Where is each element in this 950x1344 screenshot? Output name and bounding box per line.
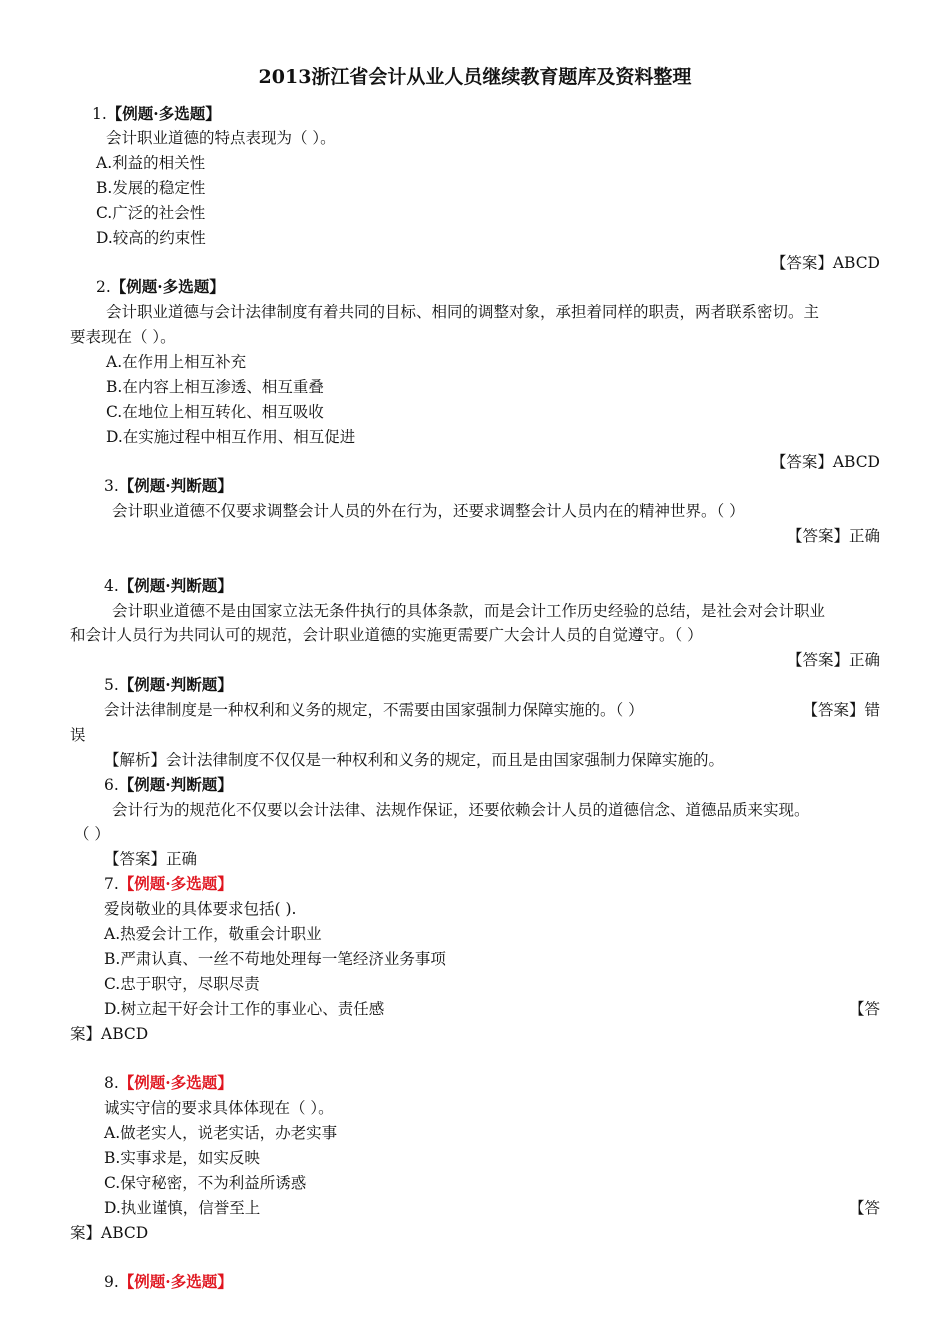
question-7-option-c: C.忠于职守，尽职尽责 — [104, 975, 260, 993]
question-9-header — [104, 1271, 233, 1293]
question-number: 4. — [104, 577, 119, 595]
question-type-tag: 【例题·多选题】 — [118, 1073, 233, 1092]
question-2-stem-line-1: 会计职业道德与会计法律制度有着共同的目标、相同的调整对象，承担着同样的职责，两者联系密切。主 — [106, 303, 820, 321]
question-3-stem: 会计职业道德不仅要求调整会计人员的外在行为，还要求调整会计人员内在的精神世界。（ ） — [112, 502, 745, 520]
question-1-stem: 会计职业道德的特点表现为（ ）。 — [106, 129, 336, 147]
question-number: 3. — [104, 477, 119, 495]
question-7-option-a: A.热爱会计工作，敬重会计职业 — [104, 925, 322, 943]
question-5-header — [104, 674, 233, 696]
question-type-tag: 【例题·判断题】 — [118, 675, 233, 694]
question-1-option-b: B.发展的稳定性 — [96, 179, 206, 197]
question-3-header — [104, 475, 233, 497]
question-7-stem: 爱岗敬业的具体要求包括( ). — [104, 900, 297, 918]
question-5-stem: 会计法律制度是一种权利和义务的规定，不需要由国家强制力保障实施的。（ ） — [104, 701, 644, 719]
question-7-option-b: B.严肃认真、一丝不苟地处理每一笔经济业务事项 — [104, 950, 446, 968]
question-4-header — [104, 575, 233, 597]
question-4-stem-line-2: 和会计人员行为共同认可的规范，会计职业道德的实施更需要广大会计人员的自觉遵守。（ ） — [70, 626, 703, 644]
question-6-answer: 【答案】正确 — [104, 850, 198, 868]
question-number: 7. — [104, 875, 119, 893]
question-type-tag: 【例题·多选题】 — [118, 1272, 233, 1291]
question-8-answer: 【答 — [848, 1199, 880, 1217]
question-2-stem-line-2: 要表现在（ ）。 — [70, 328, 176, 346]
question-type-tag: 【例题·多选题】 — [118, 874, 233, 893]
question-2-answer: 【答案】ABCD — [770, 453, 880, 471]
question-6-stem-line-1: 会计行为的规范化不仅要以会计法律、法规作保证，还要依赖会计人员的道德信念、道德品质来实现。 — [112, 801, 810, 819]
question-1-option-d: D.较高的约束性 — [96, 229, 206, 247]
question-8-answer-wrap: 案】ABCD — [70, 1224, 149, 1242]
question-4-answer: 【答案】正确 — [786, 651, 880, 669]
question-type-tag: 【例题·多选题】 — [110, 277, 225, 296]
question-1-header — [92, 103, 221, 125]
question-5-analysis: 【解析】会计法律制度不仅仅是一种权利和义务的规定，而且是由国家强制力保障实施的。 — [104, 751, 725, 769]
question-1-option-a: A.利益的相关性 — [96, 154, 206, 172]
question-7-answer: 【答 — [848, 1000, 880, 1018]
question-type-tag: 【例题·判断题】 — [118, 476, 233, 495]
question-6-stem-line-2: （ ） — [74, 825, 110, 843]
question-6-header — [104, 774, 233, 796]
question-8-option-c: C.保守秘密，不为利益所诱惑 — [104, 1174, 307, 1192]
question-4-stem-line-1: 会计职业道德不是由国家立法无条件执行的具体条款，而是会计工作历史经验的总结，是社会对会计职业 — [112, 602, 826, 620]
question-3-answer: 【答案】正确 — [786, 527, 880, 545]
question-5-answer: 【答案】错 — [802, 701, 880, 719]
question-7-header — [104, 873, 233, 895]
question-2-option-a: A.在作用上相互补充 — [106, 353, 247, 371]
question-number: 9. — [104, 1273, 119, 1291]
page-title: 2013浙江省会计从业人员继续教育题库及资料整理 — [258, 66, 692, 88]
question-8-option-d: D.执业谨慎，信誉至上 — [104, 1199, 261, 1217]
question-type-tag: 【例题·判断题】 — [118, 775, 233, 794]
question-number: 6. — [104, 776, 119, 794]
question-number: 8. — [104, 1074, 119, 1092]
question-type-tag: 【例题·判断题】 — [118, 576, 233, 595]
question-5-answer-wrap: 误 — [70, 726, 86, 744]
question-2-header — [96, 276, 225, 298]
question-7-answer-wrap: 案】ABCD — [70, 1025, 149, 1043]
question-number: 2. — [96, 278, 111, 296]
question-8-option-a: A.做老实人，说老实话，办老实事 — [104, 1124, 338, 1142]
question-8-stem: 诚实守信的要求具体体现在（ ）。 — [104, 1099, 334, 1117]
question-type-tag: 【例题·多选题】 — [106, 104, 221, 123]
question-8-header — [104, 1072, 233, 1094]
question-2-option-c: C.在地位上相互转化、相互吸收 — [106, 403, 324, 421]
question-1-option-c: C.广泛的社会性 — [96, 204, 206, 222]
question-number: 1. — [92, 105, 107, 123]
question-7-option-d: D.树立起干好会计工作的事业心、责任感 — [104, 1000, 385, 1018]
question-number: 5. — [104, 676, 119, 694]
question-1-answer: 【答案】ABCD — [770, 254, 880, 272]
question-8-option-b: B.实事求是，如实反映 — [104, 1149, 260, 1167]
question-2-option-b: B.在内容上相互渗透、相互重叠 — [106, 378, 324, 396]
question-2-option-d: D.在实施过程中相互作用、相互促进 — [106, 428, 356, 446]
